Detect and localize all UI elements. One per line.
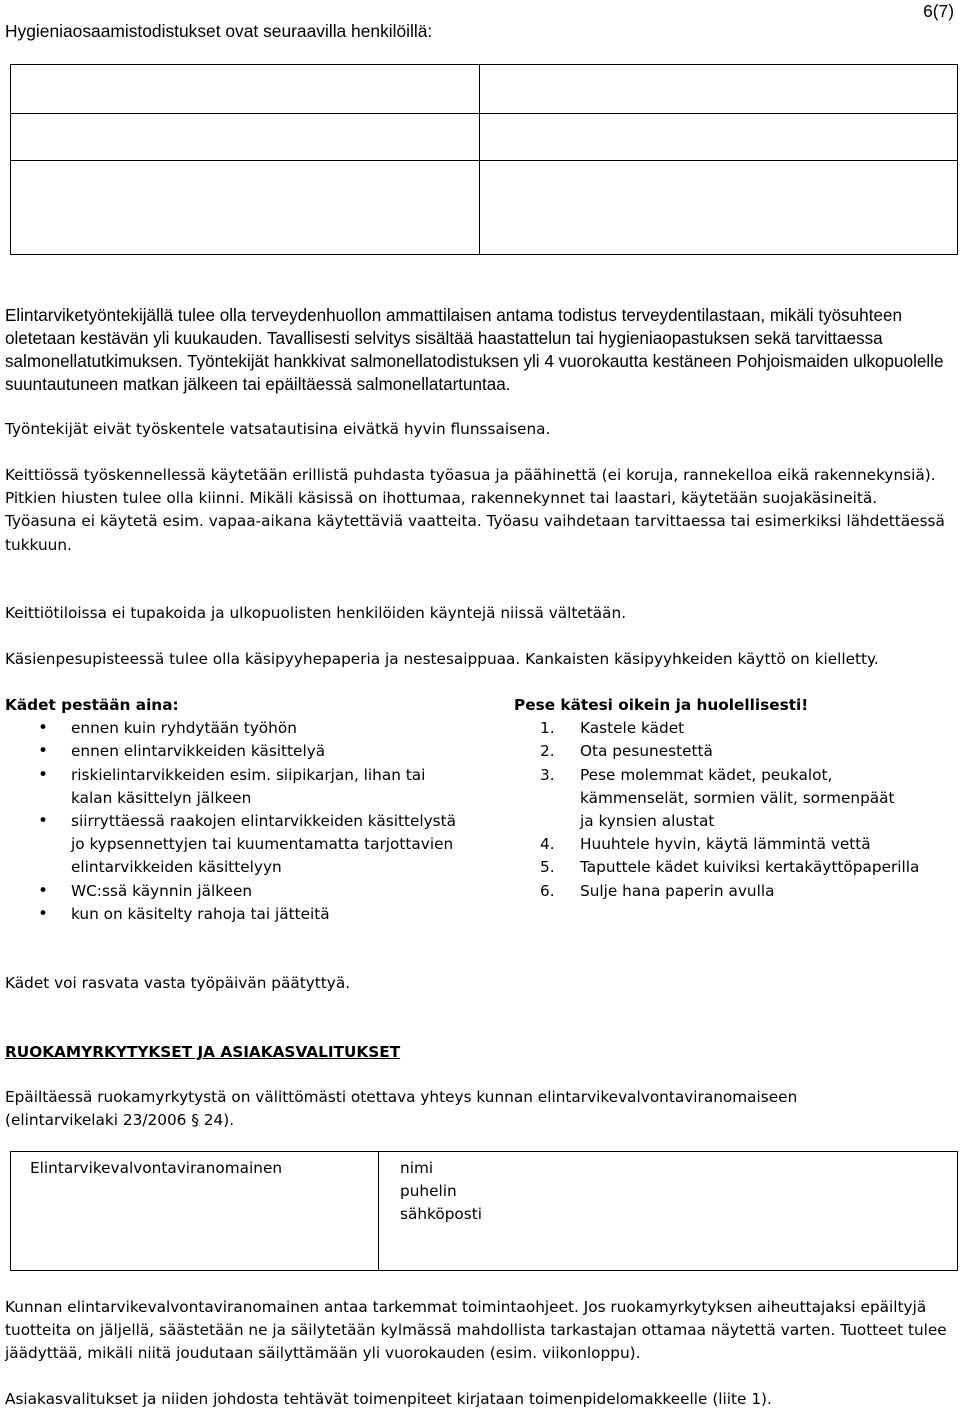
smoking-paragraph: Keittiötiloissa ei tupakoida ja ulkopuolisten henkilöiden käyntejä niissä vältetään.: [5, 604, 627, 622]
table-cell[interactable]: [480, 114, 958, 161]
list-item: 1. Kastele kädet: [540, 719, 685, 738]
list-item: 2. Ota pesunestettä: [540, 742, 713, 761]
authority-label: Elintarvikevalvontaviranomainen: [30, 1159, 283, 1177]
table-cell[interactable]: [480, 161, 958, 255]
certificate-holders-table: [10, 64, 958, 255]
list-item: • kun on käsitelty rahoja tai jätteitä: [5, 903, 475, 926]
email-field-label: sähköposti: [400, 1205, 482, 1224]
table-cell[interactable]: [11, 114, 480, 161]
authority-label-cell: [11, 1152, 379, 1271]
wash-how-heading: Pese kätesi oikein ja huolellisesti!: [514, 696, 809, 714]
handwash-station-paragraph: Käsienpesupisteessä tulee olla käsipyyhepaperia ja nestesaippuaa. Kankaisten käsipyyhkeiden käyttö on kielletty.: [5, 650, 879, 668]
sick-workers-paragraph: Työntekijät eivät työskentele vatsatautisina eivätkä hyvin flunssaisena.: [5, 420, 551, 438]
wash-when-heading: Kädet pestään aina:: [5, 696, 179, 714]
work-clothing-paragraph-2: Työasuna ei käytetä esim. vapaa-aikana käytettäviä vaatteita. Työasu vaihdetaan tarvittaessa tai esimerkiksi lähdettäessä tukkuun.: [5, 512, 945, 554]
page-heading: Hygieniaosaamistodistukset ovat seuraavilla henkilöillä:: [5, 21, 433, 41]
list-item: 6. Sulje hana paperin avulla: [540, 881, 775, 900]
instructions-paragraph: Kunnan elintarvikevalvontaviranomainen antaa tarkemmat toimintaohjeet. Jos ruokamyrkytyksen aiheuttajaksi epäiltyjä tuotteita on jäljellä, säästetään ne ja säilytetään kylmässä mahdollista tarkastajan ottamaa näytettä varten. Tuotteet tulee jäädyttää, mikäli niitä joudutaan säilyttämään yli vuorokauden (esim. viikonloppu).: [5, 1298, 947, 1363]
work-clothing-section: [5, 464, 955, 557]
wash-when-list: [5, 717, 475, 926]
work-clothing-paragraph: Keittiössä työskennellessä käytetään erillistä puhdasta työasua ja päähinettä (ei koruja, rannekelloa eikä rakennekynsiä). Pitkien hiusten tulee olla kiinni. Mikäli käsissä on ihottumaa, rakennekynnet tai laastari, käytetään suojakäsineitä.: [5, 466, 936, 508]
complaints-paragraph: Asiakasvalitukset ja niiden johdosta tehtävät toimenpiteet kirjataan toimenpidelomakkeelle (liite 1).: [5, 1390, 772, 1408]
wash-when-section: [5, 694, 475, 926]
page-number: 6(7): [923, 1, 954, 21]
authority-fields-cell[interactable]: [379, 1152, 958, 1271]
lotion-note: Kädet voi rasvata vasta työpäivän päätyttyä.: [5, 974, 351, 992]
table-cell[interactable]: [11, 65, 480, 114]
list-item: • ennen kuin ryhdytään työhön: [5, 717, 475, 740]
health-certificate-paragraph: Elintarviketyöntekijällä tulee olla terveydenhuollon ammattilaisen antama todistus terveydentilastaan, mikäli työsuhteen oletetaan kestävän yli kuukauden. Tavallisesti selvitys sisältää haastattelun tai hygieniaopastuksen sekä tarvittaessa salmonellatutkimuksen. Työntekijät hankkivat salmonellatodistuksen yli 4 vuorokautta kestäneen Pohjoismaiden ulkopuolelle suuntautuneen matkan jälkeen tai epäiltäessä salmonellatartuntaa.: [5, 306, 944, 394]
list-item: • siirryttäessä raakojen elintarvikkeiden käsittelystä jo kypsennettyjen tai kuumentamatta tarjottavien elintarvikkeiden käsittelyyn: [5, 810, 461, 880]
list-item: 3. Pese molemmat kädet, peukalot, kämmenselät, sormien välit, sormenpäät ja kynsien alustat: [540, 765, 895, 831]
wash-how-section: [514, 694, 960, 903]
table-cell[interactable]: [480, 65, 958, 114]
authority-contact-table: [10, 1151, 958, 1271]
list-item: • WC:ssä käynnin jälkeen: [5, 880, 475, 903]
list-item: • riskielintarvikkeiden esim. siipikarjan, lihan tai kalan käsittelyn jälkeen: [5, 764, 441, 810]
list-item: • ennen elintarvikkeiden käsittelyä: [5, 740, 475, 763]
list-item: 4. Huuhtele hyvin, käytä lämmintä vettä: [540, 835, 871, 854]
phone-field-label: puhelin: [400, 1182, 457, 1201]
table-cell[interactable]: [11, 161, 480, 255]
food-poisoning-intro: Epäiltäessä ruokamyrkytystä on välittömästi otettava yhteys kunnan elintarvikevalvontaviranomaiseen (elintarvikelaki 23/2006 § 24).: [5, 1088, 798, 1130]
section-heading: RUOKAMYRKYTYKSET JA ASIAKASVALITUKSET: [5, 1043, 401, 1061]
wash-how-list: [514, 717, 960, 903]
list-item: 5. Taputtele kädet kuiviksi kertakäyttöpaperilla: [540, 858, 920, 877]
name-field-label: nimi: [400, 1159, 434, 1177]
